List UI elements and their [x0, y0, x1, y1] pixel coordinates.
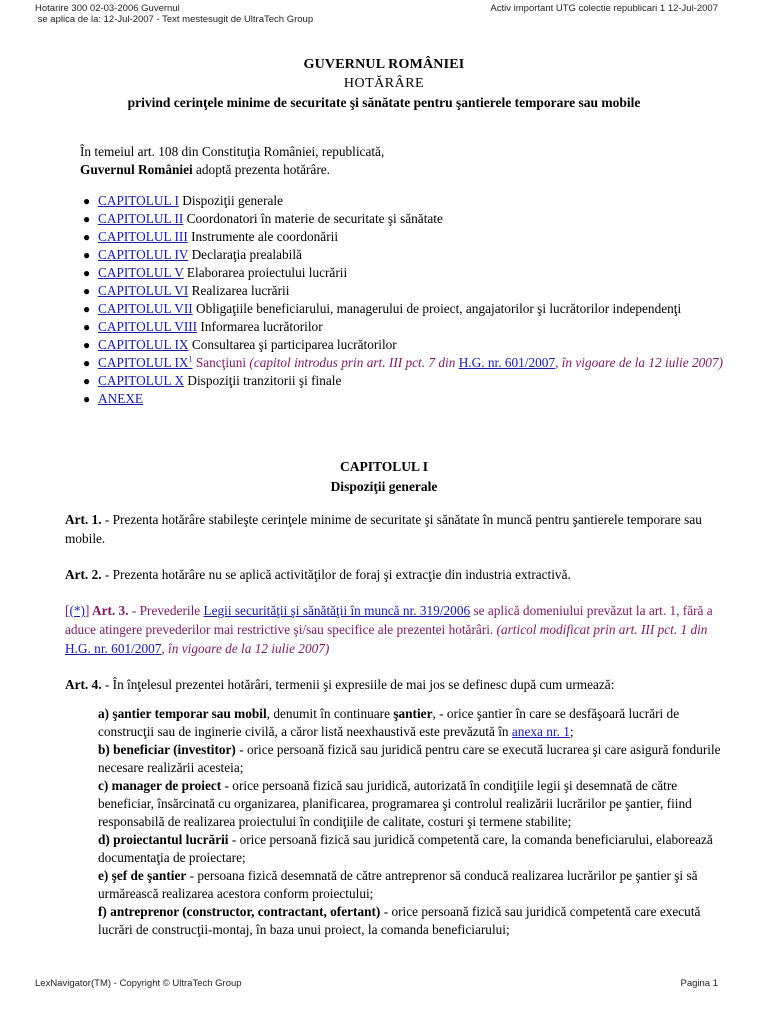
header-right: Activ important UTG colectie republicari 1 12-Jul-2007: [490, 3, 718, 14]
toc-link-chapter-1[interactable]: CAPITOLUL I: [98, 193, 179, 208]
page-header: [0, 3, 768, 33]
article-label: Art. 3.: [89, 603, 129, 618]
toc-link-label: CAPITOLUL IX: [98, 355, 189, 370]
toc-item: [80, 210, 725, 228]
toc-link-chapter-6[interactable]: CAPITOLUL VI: [98, 283, 189, 298]
toc-link-sup: 1: [188, 354, 193, 364]
article-note: (articol modificat prin art. III pct. 1 din: [493, 622, 708, 637]
article-text: - Prezenta hotărâre stabileşte cerinţele minime de securitate şi sănătate în muncă pentru şantierele temporare sau mobile.: [65, 512, 702, 546]
bullet-icon: ●: [83, 320, 91, 334]
annex-1-link[interactable]: anexa nr. 1: [511, 724, 570, 739]
bracket-close: ]: [84, 603, 90, 618]
toc-item-text: Dispoziţii tranzitorii şi finale: [184, 373, 342, 388]
article-3: [65, 601, 725, 658]
definition-term: a) şantier temporar sau mobil: [98, 706, 267, 721]
definition-text: - orice persoană fizică sau juridică pentru care se execută lucrarea şi care asigură fondurile necesare realizării acesteia;: [98, 742, 721, 775]
preamble-government: Guvernul României: [80, 162, 193, 177]
toc-item: [80, 354, 725, 372]
toc-item: [80, 336, 725, 354]
bullet-icon: ●: [83, 374, 91, 388]
article-2: [65, 565, 725, 584]
toc-link-chapter-2[interactable]: CAPITOLUL II: [98, 211, 184, 226]
definitions-list: [98, 705, 726, 939]
toc-item: [80, 264, 725, 282]
toc-link-chapter-7[interactable]: CAPITOLUL VII: [98, 301, 193, 316]
bracket-open: [: [65, 603, 70, 618]
definition-term: c) manager de proiect: [98, 778, 222, 793]
footer-copyright: LexNavigator(TM) - Copyright © UltraTech Group: [35, 978, 242, 989]
definition-term: d) proiectantul lucrării: [98, 832, 229, 847]
article-label: Art. 4.: [65, 677, 102, 692]
toc-link-chapter-9[interactable]: CAPITOLUL IX: [98, 337, 189, 352]
toc-item-text: Consultarea şi participarea lucrătorilor: [188, 337, 397, 352]
toc-item-note: (capitol introdus prin art. III pct. 7 din: [246, 355, 459, 370]
toc-note-link-hg-601[interactable]: H.G. nr. 601/2007: [458, 355, 556, 370]
toc-item: [80, 246, 725, 264]
definition-item: [98, 705, 726, 741]
header-left-line2: se aplica de la: 12-Jul-2007 - Text mestesugit de UltraTech Group: [35, 14, 314, 25]
toc-item-text: Sancţiuni: [192, 355, 247, 370]
toc-item-text: Dispoziţii generale: [178, 193, 284, 208]
bullet-icon: ●: [83, 284, 91, 298]
toc-link-chapter-3[interactable]: CAPITOLUL III: [98, 229, 188, 244]
toc-item-text: Informarea lucrătorilor: [197, 319, 323, 334]
definition-text: ;: [569, 724, 574, 739]
bullet-icon: ●: [83, 248, 91, 262]
toc-item-text: Obligaţiile beneficiarului, managerului de proiect, angajatorilor şi lucrătorilor independenţi: [192, 301, 682, 316]
bullet-icon: ●: [83, 230, 91, 244]
toc-link-chapter-9-1[interactable]: [98, 355, 193, 370]
bullet-icon: ●: [83, 338, 91, 352]
toc-link-chapter-5[interactable]: CAPITOLUL V: [98, 265, 184, 280]
header-left-line1: Hotarire 300 02-03-2006 Guvernul: [35, 3, 180, 14]
toc-item: [80, 300, 725, 318]
toc-item-text: Elaborarea proiectului lucrării: [183, 265, 348, 280]
header-left: [35, 3, 313, 25]
law-319-2006-link[interactable]: Legii securităţii şi sănătăţii în muncă nr. 319/2006: [203, 603, 471, 618]
article-4: [65, 675, 725, 694]
definition-text: - orice persoană fizică sau juridică competentă care, la comanda beneficiarului, elaborează documentaţia de proiectare;: [98, 832, 713, 865]
bullet-icon: ●: [83, 392, 91, 406]
preamble-rest: adoptă prezenta hotărâre.: [192, 162, 330, 177]
chapter-subtitle: Dispoziţii generale: [330, 479, 438, 494]
article-label: Art. 1.: [65, 512, 102, 527]
definition-text: - orice persoană fizică sau juridică, autorizată în condiţiile legii şi desemnată de către beneficiar, însărcinată cu organizarea, planificarea, programarea şi controlul realizării lucrărilor pe şantier, fiind responsabilă de realizarea proiectului în condiţiile de calitate, costuri şi termene stabilite;: [98, 778, 692, 829]
definition-text: , denumit în continuare: [266, 706, 394, 721]
toc-item: [80, 228, 725, 246]
article-text: - Prevederile: [128, 603, 204, 618]
toc-item-text: Declaraţia prealabilă: [188, 247, 302, 262]
preamble-line2: [80, 161, 720, 179]
toc-item-text: Coordonatori în materie de securitate şi sănătate: [183, 211, 443, 226]
chapter-title: CAPITOLUL I: [340, 459, 428, 474]
act-subject-title: privind cerinţele minime de securitate şi sănătate pentru şantierele temporare sau mobile: [127, 95, 641, 110]
definition-item: [98, 831, 726, 867]
definition-text: - persoana fizică desemnată de către antreprenor să conducă realizarea lucrărilor pe şantier şi să urmărească realizarea acestora conform proiectului;: [98, 868, 698, 901]
issuer-title: GUVERNUL ROMÂNIEI: [303, 57, 465, 72]
definition-term: şantier: [393, 706, 433, 721]
definition-term: b) beneficiar (investitor): [98, 742, 236, 757]
bullet-icon: ●: [83, 356, 91, 370]
preamble-line1: În temeiul art. 108 din Constituţia României, republicată,: [80, 144, 385, 159]
toc-link-annexes[interactable]: ANEXE: [98, 391, 144, 406]
definition-text: - orice persoană fizică sau juridică competentă care execută lucrări de construcţii-montaj, în baza unui proiect, la comanda beneficiarului;: [98, 904, 701, 937]
act-type-title: HOTĂRÂRE: [343, 76, 425, 91]
modification-marker-link[interactable]: (*): [69, 603, 85, 618]
toc-item-text: Instrumente ale coordonării: [187, 229, 339, 244]
definition-term: e) şef de şantier: [98, 868, 187, 883]
toc-link-chapter-4[interactable]: CAPITOLUL IV: [98, 247, 189, 262]
toc-item-text: Realizarea lucrării: [188, 283, 290, 298]
definition-text: , - orice şantier în care se desfăşoară lucrări de construcţii sau de inginerie civilă, a căror listă neexhaustivă este prevăzută în: [98, 706, 680, 739]
bullet-icon: ●: [83, 266, 91, 280]
article-text-cont: se aplică domeniului prevăzut la art. 1, fără a aduce atingere prevederilor mai restrictive şi/sau specifice ale prezentei hotărâri.: [65, 603, 713, 637]
bullet-icon: ●: [83, 194, 91, 208]
definition-item: [98, 741, 726, 777]
preamble: [80, 143, 720, 179]
toc-item-note-end: , în vigoare de la 12 iulie 2007): [555, 355, 723, 370]
note-link-hg-601[interactable]: H.G. nr. 601/2007: [65, 641, 162, 656]
toc-item: [80, 372, 725, 390]
definition-item: [98, 867, 726, 903]
definition-term: f) antreprenor (constructor, contractant, ofertant): [98, 904, 381, 919]
article-label: Art. 2.: [65, 567, 102, 582]
article-text: - Prezenta hotărâre nu se aplică activităţilor de foraj şi extracţie din industria extractivă.: [101, 567, 571, 582]
toc-link-chapter-8[interactable]: CAPITOLUL VIII: [98, 319, 198, 334]
toc-item: [80, 390, 725, 408]
bullet-icon: ●: [83, 302, 91, 316]
table-of-contents: [80, 192, 725, 408]
article-1: [65, 510, 725, 548]
definition-item: [98, 903, 726, 939]
page-footer: [0, 978, 768, 998]
article-note-end: , în vigoare de la 12 iulie 2007): [161, 641, 330, 656]
definition-item: [98, 777, 726, 831]
page-number: Pagina 1: [680, 978, 718, 989]
toc-item: [80, 318, 725, 336]
bullet-icon: ●: [83, 212, 91, 226]
toc-item: [80, 282, 725, 300]
article-text: - În înţelesul prezentei hotărâri, termenii şi expresiile de mai jos se definesc după cum urmează:: [101, 677, 615, 692]
toc-link-chapter-10[interactable]: CAPITOLUL X: [98, 373, 185, 388]
toc-item: [80, 192, 725, 210]
